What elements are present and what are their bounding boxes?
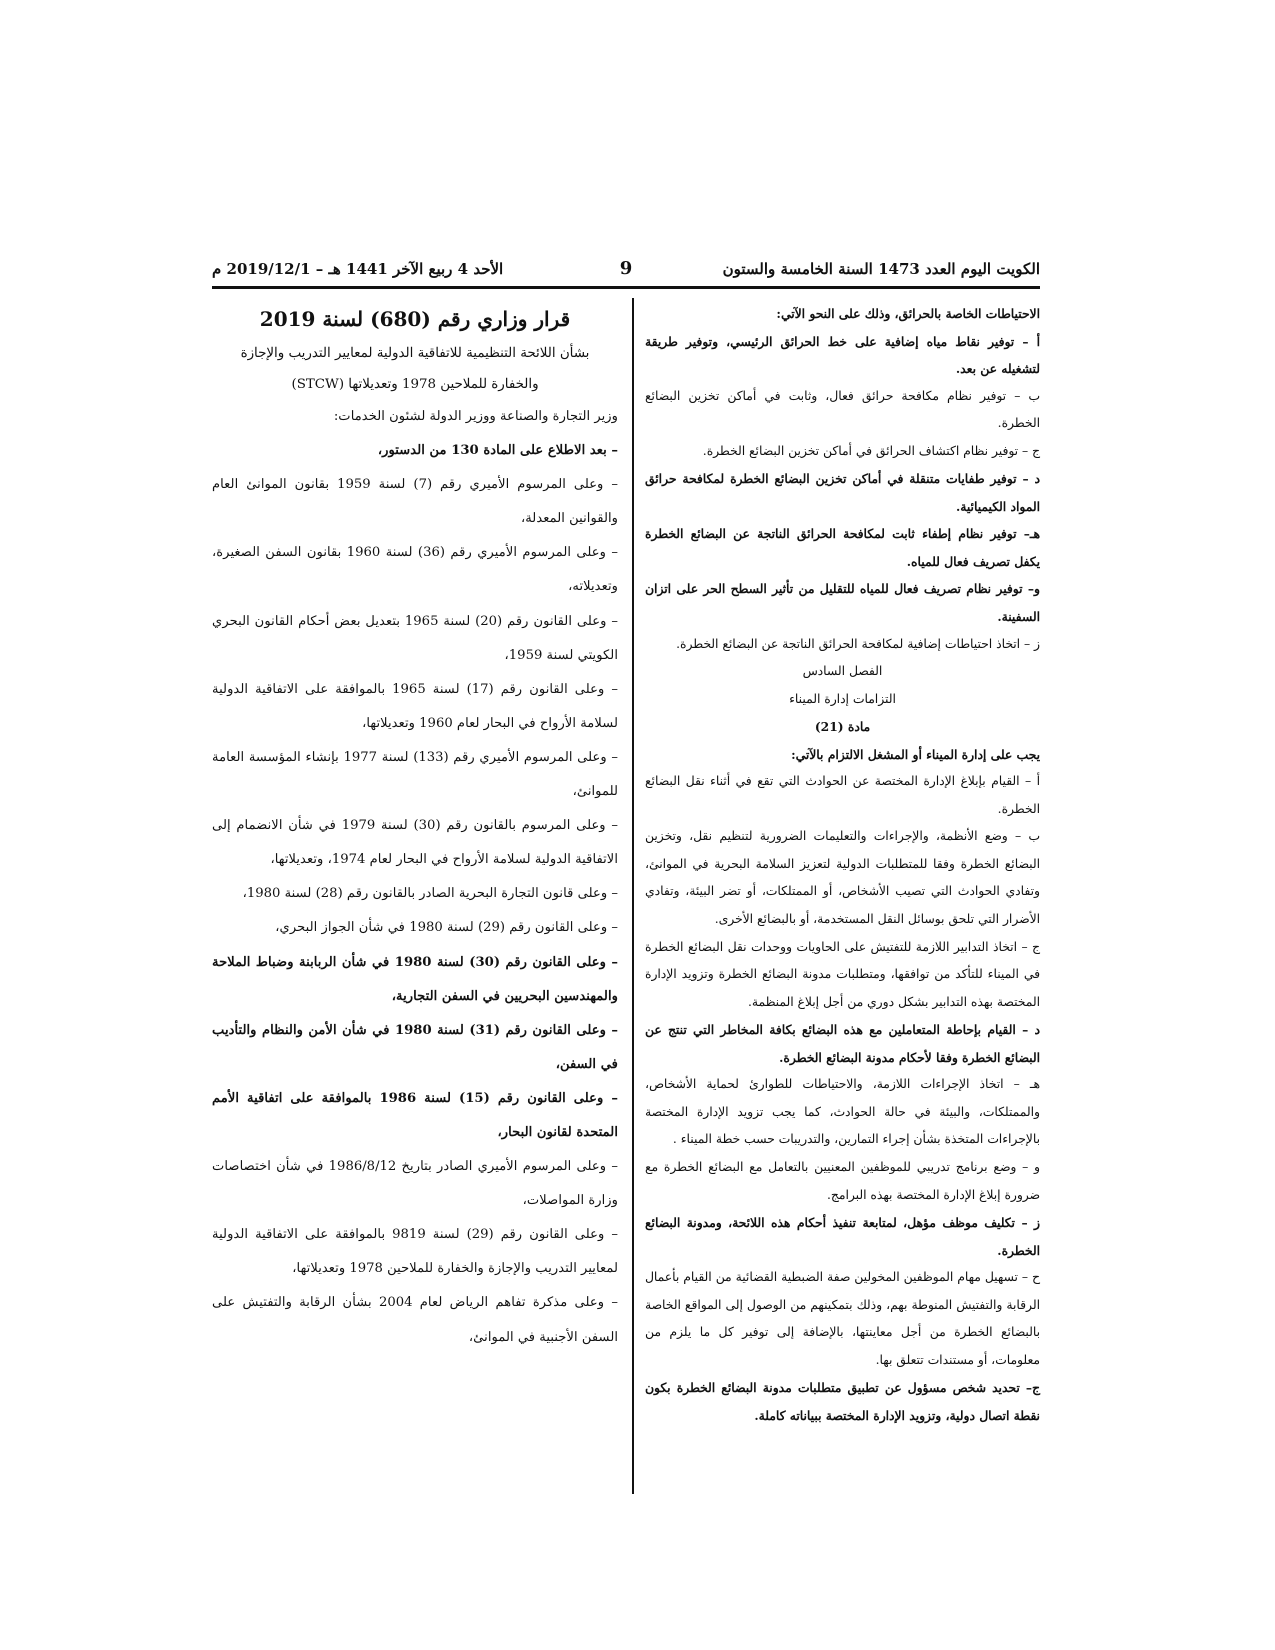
left-column bbox=[212, 300, 618, 1355]
decree-intro: وزير التجارة والصناعة ووزير الدولة لشئون الخدمات: bbox=[333, 409, 618, 424]
list-item: ز – تكليف موظف مؤهل، لمتابعة تنفيذ أحكام هذه اللائحة، ومدونة البضائع الخطرة. bbox=[645, 1215, 1040, 1258]
list-item: – وعلى المرسوم الأميري رقم (133) لسنة 1977 بإنشاء المؤسسة العامة للموانئ، bbox=[212, 749, 618, 800]
page-number: 9 bbox=[619, 258, 633, 279]
chapter-title: التزامات إدارة الميناء bbox=[789, 691, 896, 706]
list-item: ز – اتخاذ احتياطات إضافية لمكافحة الحرائق الناتجة عن البضائع الخطرة. bbox=[676, 636, 1040, 651]
list-item: – وعلى المرسوم الأميري الصادر بتاريخ 1986/8/12 في شأن اختصاصات وزارة المواصلات، bbox=[212, 1159, 618, 1209]
header-date: الأحد 4 ربيع الآخر 1441 هـ – 2019/12/1 م bbox=[212, 260, 504, 278]
list-item: – وعلى القانون رقم (30) لسنة 1980 في شأن الربابنة وضباط الملاحة والمهندسين البحريين في السفن التجارية، bbox=[212, 954, 618, 1004]
right-column bbox=[645, 300, 1040, 1429]
list-item: – وعلى القانون رقم (17) لسنة 1965 بالموافقة على الاتفاقية الدولية لسلامة الأرواح في البحار لعام 1960 وتعديلاتها، bbox=[212, 681, 618, 731]
list-item: – وعلى القانون رقم (15) لسنة 1986 بالموافقة على اتفاقية الأمم المتحدة لقانون البحار، bbox=[212, 1090, 618, 1140]
list-item: و– توفير نظام تصريف فعال للمياه للتقليل من تأثير السطح الحر على اتزان السفينة. bbox=[645, 581, 1040, 625]
list-item: ج – اتخاذ التدابير اللازمة للتفتيش على الحاويات ووحدات نقل البضائع الخطرة في الميناء للتأكد من توافقها، ومتطلبات مدونة البضائع الخطرة وتزويد الإدارة المختصة بهذه التدابير بشكل دوري من أجل إبلاغ المنظمة. bbox=[645, 939, 1040, 1009]
list-item: أ – القيام بإبلاغ الإدارة المختصة عن الحوادث التي تقع في أثناء نقل البضائع الخطرة. bbox=[645, 774, 1040, 816]
header-divider bbox=[212, 286, 1040, 289]
decree-subtitle-line-2: والخفارة للملاحين 1978 وتعديلاتها (STCW) bbox=[291, 377, 539, 392]
list-item: – وعلى القانون رقم (20) لسنة 1965 بتعديل بعض أحكام القانون البحري الكويتي لسنة 1959، bbox=[212, 613, 618, 663]
list-item: د – القيام بإحاطة المتعاملين مع هذه البضائع بكافة المخاطر التي تنتج عن البضائع الخطرة وفقا لأحكام مدونة البضائع الخطرة. bbox=[645, 1022, 1040, 1065]
list-item: – وعلى القانون رقم (31) لسنة 1980 في شأن الأمن والنظام والتأديب في السفن، bbox=[212, 1022, 618, 1072]
list-item: – وعلى المرسوم الأميري رقم (36) لسنة 1960 بقانون السفن الصغيرة، وتعديلاته، bbox=[212, 545, 618, 595]
list-item: ج– تحديد شخص مسؤول عن تطبيق متطلبات مدونة البضائع الخطرة بكون نقطة اتصال دولية، وتزويد الإدارة المختصة ببياناته كاملة. bbox=[645, 1380, 1040, 1423]
list-item: – وعلى مذكرة تفاهم الرياض لعام 2004 بشأن الرقابة والتفتيش على السفن الأجنبية في الموانئ، bbox=[212, 1295, 618, 1345]
article-heading: مادة (21) bbox=[814, 719, 871, 735]
list-item: – وعلى المرسوم بالقانون رقم (30) لسنة 1979 في شأن الانضمام إلى الاتفاقية الدولية لسلامة الأرواح في البحار لعام 1974، وتعديلاتها، bbox=[212, 818, 618, 868]
list-item: هـ– توفير نظام إطفاء ثابت لمكافحة الحرائق الناتجة عن البضائع الخطرة يكفل تصريف فعال للمياه. bbox=[645, 526, 1040, 569]
list-item: ب – توفير نظام مكافحة حرائق فعال، وثابت في أماكن تخزين البضائع الخطرة. bbox=[645, 388, 1040, 431]
page-header bbox=[212, 258, 1040, 284]
decree-title: قرار وزاري رقم (680) لسنة 2019 bbox=[259, 307, 571, 331]
column-divider bbox=[632, 298, 634, 1494]
list-item: أ – توفير نقاط مياه إضافية على خط الحرائق الرئيسي، وتوفير طريقة لتشغيله عن بعد. bbox=[645, 333, 1040, 377]
list-item: ج – توفير نظام اكتشاف الحرائق في أماكن تخزين البضائع الخطرة. bbox=[702, 443, 1040, 458]
chapter-heading: الفصل السادس bbox=[802, 664, 883, 679]
list-item: ب – وضع الأنظمة، والإجراءات والتعليمات الضرورية لتنظيم نقل، وتخزين البضائع الخطرة وفقا للمتطلبات الدولية لتعزيز السلامة البحرية في الموانئ، وتفادي الحوادث التي تصيب الأشخاص، أو الممتلكات، أو تضر البيئة، وتفادي الأضرار التي تلحق بوسائل النقل المستخدمة، أو بالبضائع الأخرى. bbox=[645, 829, 1040, 927]
paragraph: الاحتياطات الخاصة بالحرائق، وذلك على النحو الآتي: bbox=[776, 306, 1040, 321]
list-item: هـ – اتخاذ الإجراءات اللازمة، والاحتياطات للطوارئ لحماية الأشخاص، والممتلكات، والبيئة في حالة الحوادث، كما يجب تزويد الإدارة المختصة بالإجراءات المتخذة بشأن إجراء التمارين، والتدريبات حسب خطة الميناء . bbox=[645, 1077, 1040, 1147]
list-item: ح – تسهيل مهام الموظفين المخولين صفة الضبطية القضائية من القيام بأعمال الرقابة والتفتيش المنوطة بهم، وذلك بتمكينهم من الوصول إلى المواقع الخاصة بالبضائع الخطرة من أجل معاينتها، بالإضافة إلى توفير كل ما يلزم من معلومات، أو مستندات تتعلق بها. bbox=[645, 1270, 1040, 1367]
list-item: – وعلى المرسوم الأميري رقم (7) لسنة 1959 بقانون الموانئ العام والقوانين المعدلة، bbox=[212, 477, 618, 527]
paragraph: يجب على إدارة الميناء أو المشغل الالتزام بالآتي: bbox=[791, 746, 1040, 762]
list-item: د – توفير طفايات متنقلة في أماكن تخزين البضائع الخطرة لمكافحة حرائق المواد الكيميائية. bbox=[645, 471, 1040, 514]
list-item: – وعلى القانون رقم (29) لسنة 9819 بالموافقة على الاتفاقية الدولية لمعايير التدريب والإجازة والخفارة للملاحين 1978 وتعديلاتها، bbox=[212, 1227, 618, 1277]
list-item: – بعد الاطلاع على المادة 130 من الدستور، bbox=[377, 443, 618, 459]
decree-subtitle-line-1: بشأن اللائحة التنظيمية للاتفاقية الدولية لمعايير التدريب والإجازة bbox=[240, 346, 590, 361]
list-item: – وعلى القانون رقم (29) لسنة 1980 في شأن الجواز البحري، bbox=[275, 920, 618, 936]
header-gazette-issue: الكويت اليوم العدد 1473 السنة الخامسة والستون bbox=[722, 260, 1040, 278]
list-item: و – وضع برنامج تدريبي للموظفين المعنيين بالتعامل مع البضائع الخطرة مع ضرورة إبلاغ الإدارة المختصة بهذه البرامج. bbox=[645, 1159, 1040, 1202]
list-item: – وعلى قانون التجارة البحرية الصادر بالقانون رقم (28) لسنة 1980، bbox=[242, 886, 618, 902]
